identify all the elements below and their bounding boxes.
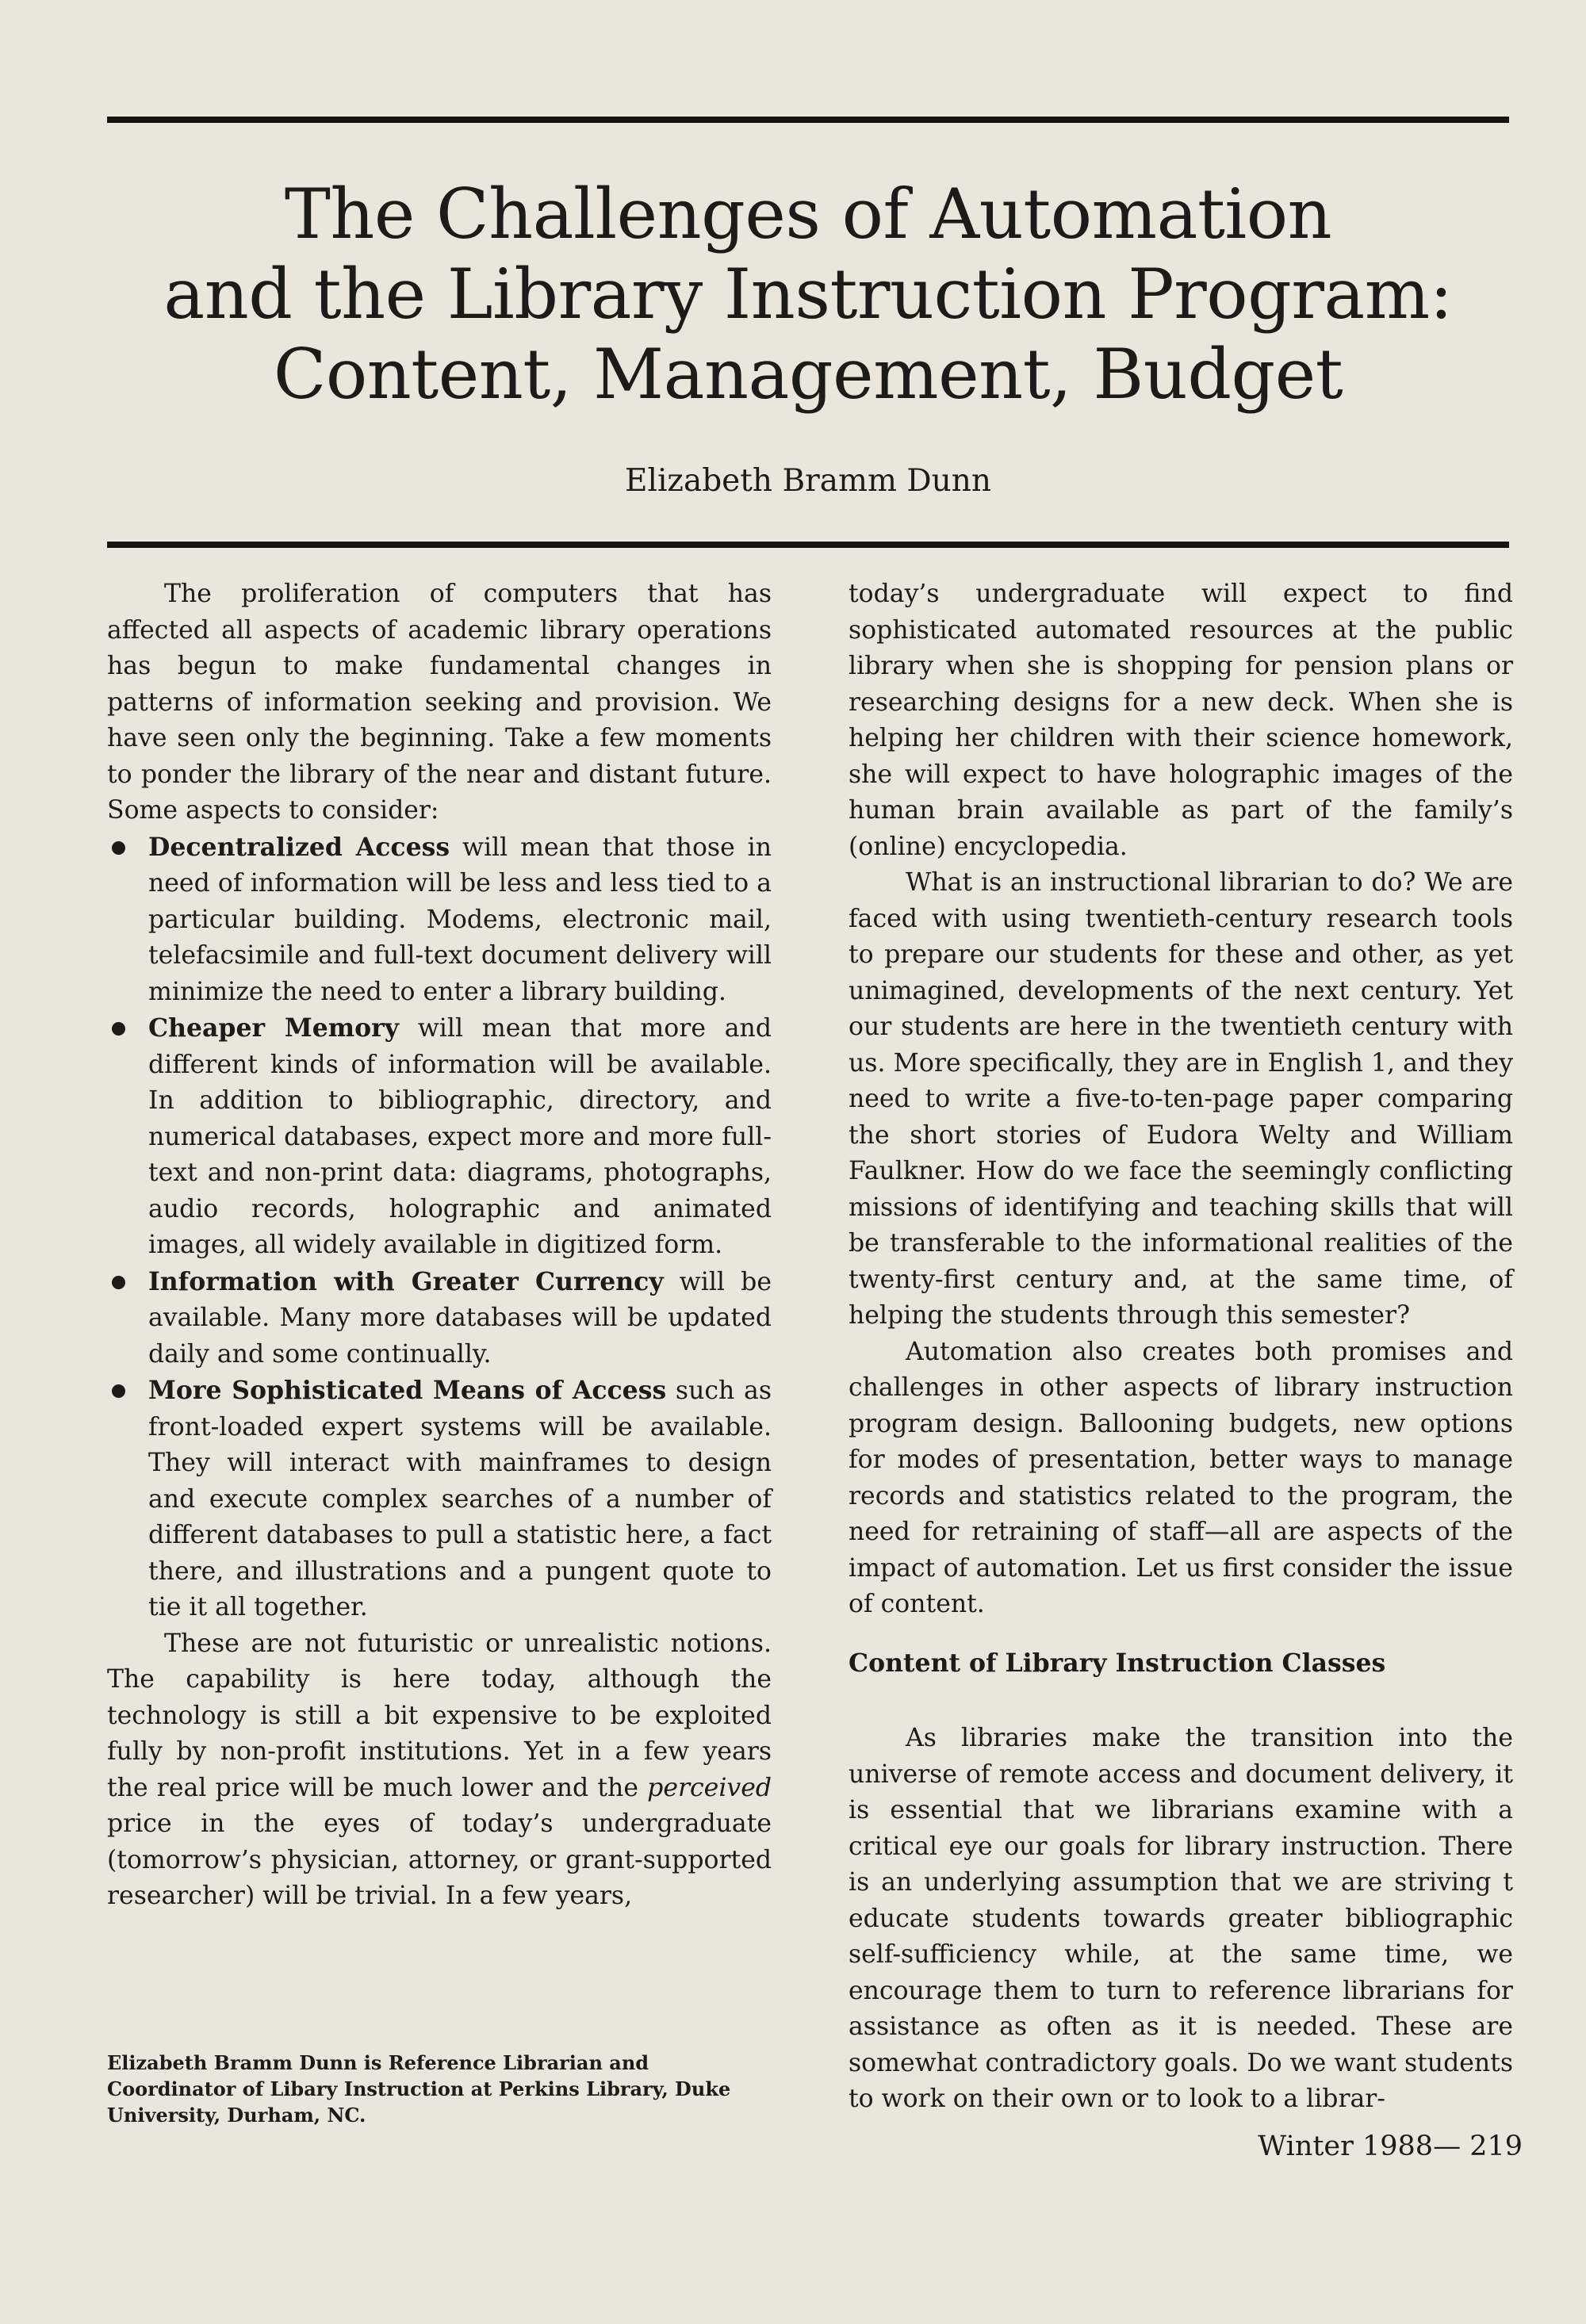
closing-text-start: These are not futuristic or unrealistic notions. The capability is here today, although the technology is still a bit expensive to be exploited fully by non-profit institutions. Yet in a few years the real price will be much lower and the — [107, 1629, 772, 1802]
section-heading: Content of Library Instruction Classes — [849, 1648, 1386, 1678]
left-column — [107, 576, 772, 1915]
title-line-1: The Challenges of Automation — [284, 174, 1332, 255]
list-item — [107, 1010, 772, 1264]
title-line-3: Content, Management, Budget — [273, 334, 1343, 415]
top-rule — [107, 117, 1509, 123]
author-byline: Elizabeth Bramm Dunn — [625, 463, 991, 499]
librarian-question-paragraph: What is an instructional librarian to do? We are faced with using twentieth-century research tools to prepare our students for these and other, as yet unimagined, developments of the next century. Yet our students are here in the twentieth century with us. More specifically, they are in English 1, and they need to write a five-to-ten-page paper comparing the short stories of Eudora Welty and William Faulkner. How do we face the seemingly conflicting missions of identifying and teaching skills that will be transferable to the informational realities of the twenty-first century and, at the same time, of helping the students through this semester? — [849, 868, 1513, 1330]
bullet-text: will mean that those in need of information will be less and less tied to a particular building. Modems, electronic mail, telefacsimile and full-text document delivery will minimize the need to enter a library building. — [148, 833, 772, 1006]
article-title — [107, 174, 1509, 415]
bullet-icon — [112, 1384, 125, 1398]
closing-paragraph — [107, 1626, 772, 1915]
page-folio: Winter 1988— 219 — [1258, 2131, 1523, 2162]
future-aspects-list — [107, 829, 772, 1626]
bullet-icon — [112, 841, 125, 855]
continued-paragraph: today’s undergraduate will expect to find sophisticated automated resources at the public library when she is shopping for pension plans or researching designs for a new deck. When she is helping her children with their science homework, she will expect to have holographic images of the human brain available as part of the family’s (online) encyclopedia. — [849, 580, 1513, 861]
bullet-icon — [112, 1276, 125, 1289]
bullet-text: will mean that more and different kinds of information will be available. In addition to bibliographic, directory, and numerical databases, expect more and more full-text and non-print data: diagrams, photographs, audio records, holographic and animated images, all widely available in digitized form. — [148, 1014, 772, 1259]
bullet-lead: Information with Greater Currency — [148, 1266, 664, 1296]
list-item — [107, 829, 772, 1011]
bullet-icon — [112, 1022, 125, 1036]
content-paragraph: As libraries make the transition into the universe of remote access and document delivery, it is essential that we librarians examine with a critical eye our goals for library instruction. There is an underlying assumption that we are striving t educate students towards greater bibliographic self-sufficiency while, at the same time, we encourage them to turn to reference librarians for assistance as often as it is needed. These are somewhat contradictory goals. Do we want students to work on their own or to look to a librar- — [849, 1724, 1513, 2113]
right-column — [849, 576, 1513, 2118]
author-footnote: Elizabeth Bramm Dunn is Reference Librarian and Coordinator of Libary Instruction at Perkins Library, Duke University, Durham, NC. — [107, 2051, 731, 2127]
bullet-text: such as front-loaded expert systems will be available. They will interact with mainframes to design and execute complex searches of a number of different databases to pull a statistic here, a fact there, and illustrations and a pungent quote to tie it all together. — [148, 1376, 772, 1621]
bullet-lead: More Sophisticated Means of Access — [148, 1376, 667, 1405]
list-item — [107, 1373, 772, 1626]
closing-italic-word: perceived — [647, 1773, 772, 1802]
list-item — [107, 1264, 772, 1373]
automation-paragraph: Automation also creates both promises and challenges in other aspects of library instruction program design. Ballooning budgets, new options for modes of presentation, better ways to manage records and statistics related to the program, the need for retraining of staff—all are aspects of the impact of automation. Let us first consider the issue of content. — [849, 1337, 1513, 1618]
byline-rule — [107, 542, 1509, 548]
bullet-lead: Cheaper Memory — [148, 1013, 400, 1043]
intro-paragraph: The proliferation of computers that has affected all aspects of academic library operations has begun to make fundamental changes in patterns of information seeking and provision. We have seen only the beginning. Take a few moments to ponder the library of the near and distant future. Some aspects to consider: — [107, 580, 772, 825]
title-line-2: and the Library Instruction Program: — [163, 254, 1453, 335]
bullet-text: will be available. Many more databases will be updated daily and some continually. — [148, 1267, 772, 1369]
bullet-lead: Decentralized Access — [148, 832, 450, 862]
closing-text-end: price in the eyes of today’s undergraduate (tomorrow’s physician, attorney, or grant-supported researcher) will be trivial. In a few years, — [107, 1809, 772, 1910]
